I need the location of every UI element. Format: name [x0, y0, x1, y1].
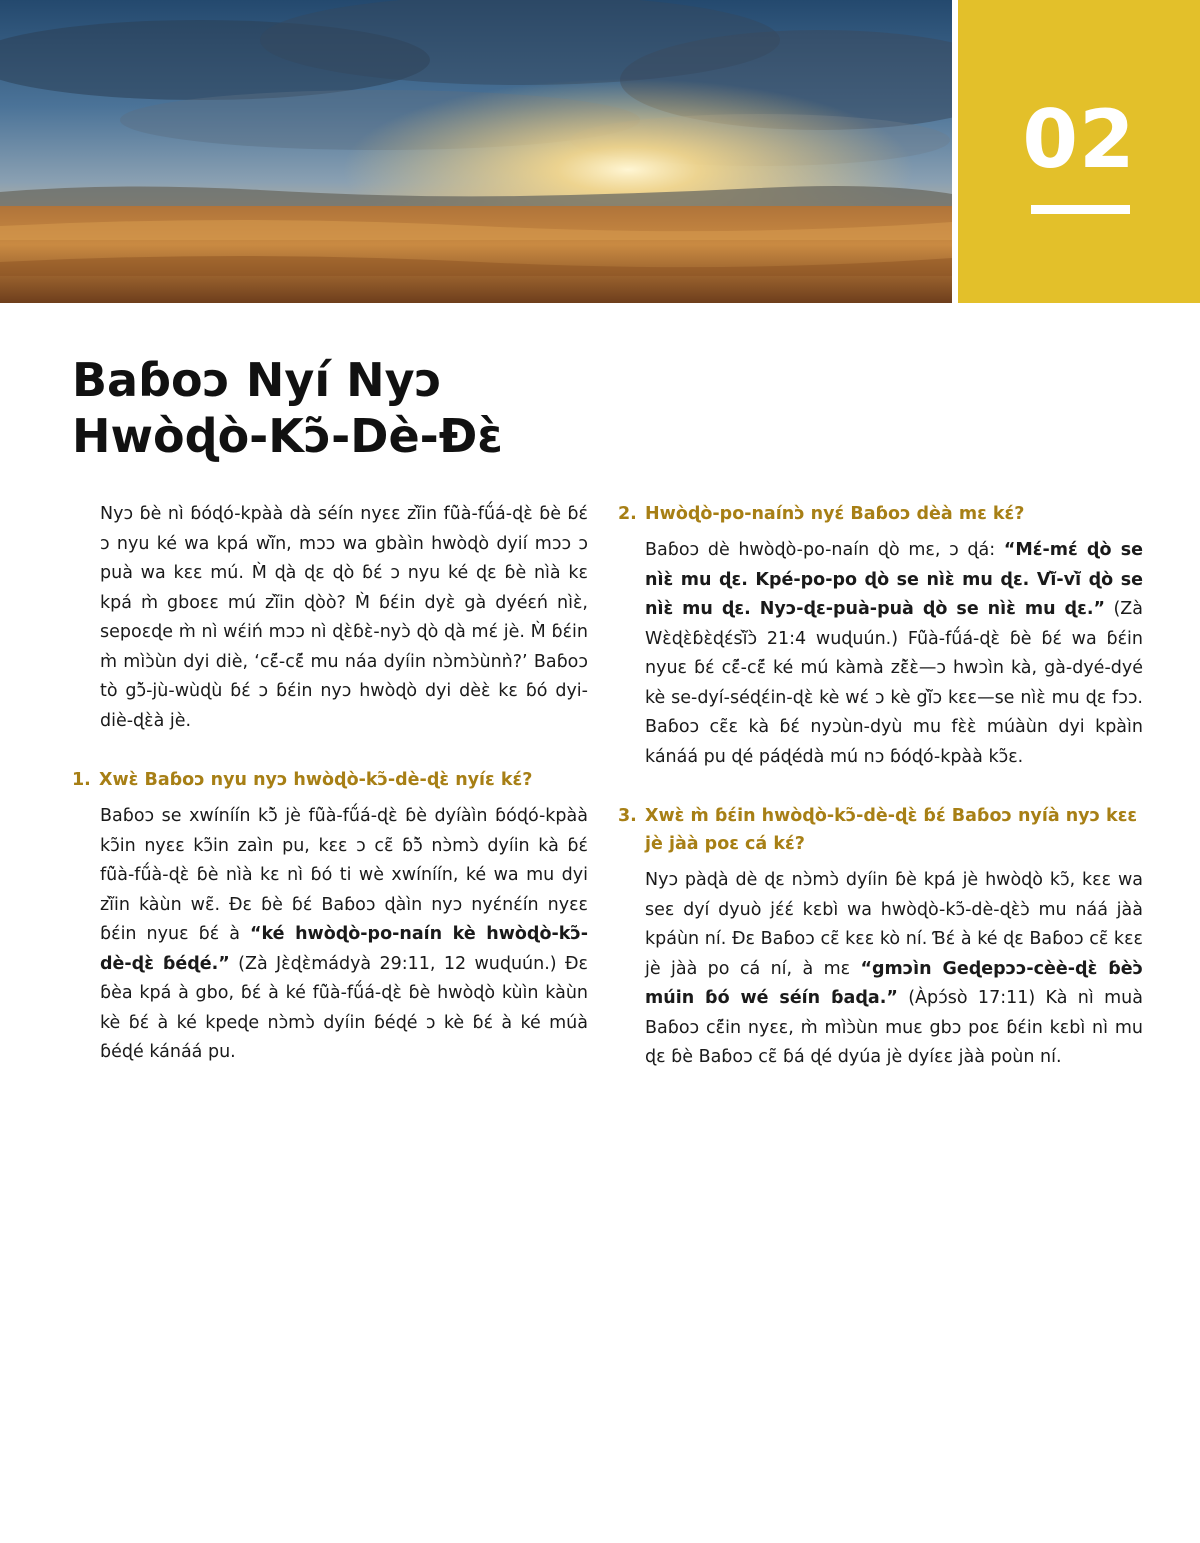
section-3-answer: [645, 866, 1143, 1073]
section-1-question-text: Xwɛ̀ Baɓoɔ nyu nyɔ hwòɖò-kɔ̃-dè-ɖɛ̀ nyíɛ kɛ́?: [99, 770, 533, 790]
section-1-text-before: Baɓoɔ se xwíníín kɔ̃̀ jè fũ̀à-fṹá-ɖɛ̀ ɓè dyíàìn ɓóɖó-kpàà kɔ̃in nyɛɛ kɔ̃in zaìn pu, kɛɛ ɔ cɛ̃ ɓɔ̃̀ nɔ̀mɔ̀ dyíin kà ɓɛ́ fũ̀à-fṹà-ɖɛ̀ ɓè nìà kɛ nì ɓó ti wè xwíníín, ké wa mu dyi zĩ̀in kàùn wɛ̃. Ɖɛ ɓè ɓɛ́ Baɓoɔ ɖàìn nyɔ nyɛ́nɛ́ín nyɛɛ ɓɛ́in nyuɛ ɓɛ́ à: [100, 806, 588, 944]
lesson-badge: [958, 0, 1200, 303]
section-3-quote: “gmɔìn Geɖepɔɔ-cèè-ɖɛ̀ ɓèɔ̀ múin ɓó wé séín ɓaɖa.”: [645, 958, 1143, 1008]
section-1-answer: [100, 802, 588, 1068]
section-3-text-before: Nyɔ pàɖà dè ɖɛ nɔ̀mɔ̀ dyíin ɓè kpá jè hwòɖò kɔ̃, kɛɛ wa seɛ dyí dyuò jɛ́ɛ́ kɛbì wa hwòɖò-kɔ̃-dè-ɖɛ̀ɔ̀ mu náá jàà kpáùn ní. Ɖɛ Baɓoɔ cɛ̃ kɛɛ kò ní. Ɓɛ́ à ké ɖɛ Baɓoɔ cɛ̃ kɛɛ jè jàà po cá ní, à mɛ: [645, 870, 1143, 979]
section-2-text-after: (Zà Wɛ̀ɖɛ̀ɓɛ̀ɖɛ́sĩ̀ɔ̀ 21:4 wuɖuún.) Fũ̀à-fṹá-ɖɛ̀ ɓè ɓɛ́ wa ɓɛ́in nyuɛ ɓɛ́ cɛ̃́-cɛ̃́ ké mú kàmà zɛ̃̀ɛ̀—ɔ hwɔìn kà, gà-dyé-dyé kè se-dyí-séɖɛ́in-ɖɛ̀ kè wɛ́ ɔ kè gĩ̀ɔ kɛɛ—se nìɛ̀ mu ɖɛ fɔɔ. Baɓoɔ cɛ̃ɛ kà ɓɛ́ nyɔùn-dyù mu fɛ̀ɛ̀ múàùn dyi kpàìn kánáá pu ɖé páɖédà mú nɔ ɓóɖó-kpàà kɔ̃ɛ.: [645, 599, 1143, 767]
sunset-wheat-field-image: [0, 0, 952, 303]
section-1-text-after: (Zà Jɛ̀ɖɛ̀mádyà 29:11, 12 wuɖuún.) Ɖɛ ɓèa kpá à gbo, ɓɛ́ à ké fũ̀à-fṹá-ɖɛ̀ ɓè hwòɖò kùìn kàùn kè ɓɛ́ à ké kpeɖe nɔ̀mɔ̀ dyíin ɓéɖé ɔ kè ɓɛ́ à ké múà ɓéɖé kánáá pu.: [100, 953, 588, 1062]
page-title: [72, 352, 632, 464]
lesson-number: 02: [1022, 93, 1136, 186]
section-3-question: [618, 802, 1143, 858]
right-column: [618, 500, 1143, 1073]
section-1-quote: “ké hwòɖò-po-naín kè hwòɖò-kɔ̃-dè-ɖɛ̀ ɓéɖé.”: [100, 924, 589, 974]
section-3-number: 3.: [618, 806, 637, 826]
section-3-text-after: (Àpɔ́sò 17:11) Kà nì muà Baɓoɔ cɛ̃́in nyɛɛ, m̀ mìɔ̀ùn muɛ gbɔ poɛ ɓɛ́in kɛbì nì mu ɖɛ ɓè Baɓoɔ cɛ̃ ɓá ɖé dyúa jè dyíɛɛ jàà poùn ní.: [645, 988, 1143, 1067]
page-title-line-2: Hwòɖò-Kɔ̃-Dè-Ɖɛ̀: [72, 409, 503, 463]
section-1-number: 1.: [72, 770, 91, 790]
section-2-question: [618, 500, 1143, 528]
left-column: [72, 500, 589, 1068]
lesson-number-underline: [1031, 205, 1130, 214]
section-2-quote: “Mɛ́-mɛ́ ɖò se nìɛ̀ mu ɖɛ. Kpé-po-po ɖò se nìɛ̀ mu ɖɛ. Vĩ̀-vĩ̀ ɖò se nìɛ̀ mu ɖɛ. Nyɔ-ɖɛ-puà-puà ɖò se nìɛ̀ mu ɖɛ.”: [645, 540, 1143, 619]
section-2-number: 2.: [618, 504, 637, 524]
section-1-question: [72, 766, 588, 794]
section-2-question-text: Hwòɖò-po-naínɔ̀ nyɛ́ Baɓoɔ dèà mɛ kɛ́?: [645, 504, 1025, 524]
section-2-text-before: Baɓoɔ dè hwòɖò-po-naín ɖò mɛ, ɔ ɖá:: [645, 540, 996, 560]
intro-paragraph: Nyɔ ɓè nì ɓóɖó-kpàà dà séín nyɛɛ zĩ̀in fũ̀à-fṹá-ɖɛ̀ ɓè ɓɛ́ ɔ nyu ké wa kpá wĩ̀n, mɔɔ wa gbàìn hwòɖò dyií mɔɔ ɔ puà wa kɛɛ mú. M̀ ɖà ɖɛ ɖò ɓɛ́ ɔ nyu ké ɖɛ ɓè nìà kɛ kpá m̀ gboɛɛ mú zĩ̀in ɖòò? M̀ ɓɛ́in dyɛ̀ gà dyéɛń nìɛ̀, sepoɛɖe m̀ nì wɛ́iń mɔɔ nì ɖɛ̀ɓɛ̀-nyɔ̀ ɖò ɖà mɛ́ jè. M̀ ɓɛ́in m̀ mìɔ̀ùn dyi diè, ‘cɛ̃́-cɛ̃́ mu náa dyíin nɔ̀mɔ̀ùnǹ?’ Baɓoɔ tò gɔ̃̀-jù-wùɖù ɓɛ́ ɔ ɓɛ́in nyɔ hwòɖò dyi dèɛ̀ kɛ ɓó dyi-diè-ɖɛ̀à jè.: [100, 504, 588, 731]
header-photo: [0, 0, 952, 303]
page-title-line-1: Baɓoɔ Nyí Nyɔ: [72, 353, 442, 407]
section-3-question-text: Xwɛ̀ m̀ ɓɛ́in hwòɖò-kɔ̃-dè-ɖɛ̀ ɓɛ́ Baɓoɔ nyíà nyɔ kɛɛ jè jàà poɛ cá kɛ́?: [645, 806, 1138, 854]
section-2-answer: [645, 536, 1143, 772]
